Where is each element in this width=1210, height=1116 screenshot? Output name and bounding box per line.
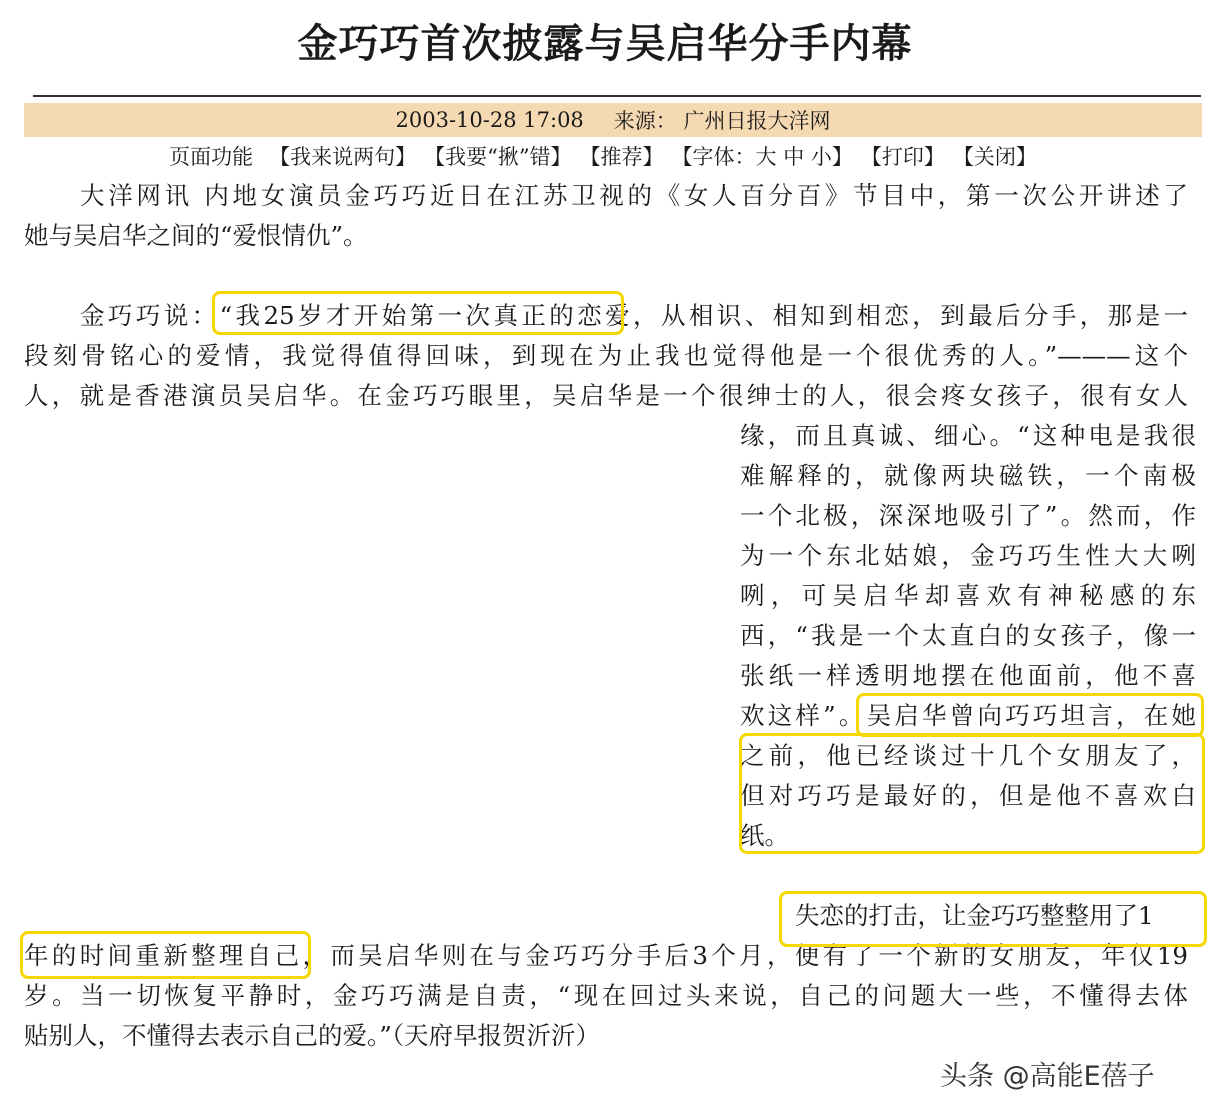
- body-line: 失恋的打击，让金巧巧整整用了1: [795, 901, 1154, 930]
- page-functions-label: 页面功能: [169, 145, 254, 169]
- body-line: 她与吴启华之间的“爱恨情仇”。: [24, 221, 368, 250]
- recommend-link[interactable]: 【推荐】: [579, 145, 664, 169]
- article-title: 金巧巧首次披露与吴启华分手内幕: [297, 20, 913, 67]
- body-line: 贴别人，不懂得去表示自己的爱。”（天府早报贺沂沂）: [24, 1021, 601, 1050]
- body-line: 年的时间重新整理自己，而吴启华则在与金巧巧分手后3个月，便有了一个新的女朋友，年仅19: [24, 941, 1188, 970]
- body-line: 咧，可吴启华却喜欢有神秘感的东: [740, 581, 1196, 610]
- body-line: 纸。: [740, 821, 789, 850]
- article-source: 来源： 广州日报大洋网: [613, 109, 831, 133]
- body-line: 张纸一样透明地摆在他面前，他不喜: [740, 661, 1196, 690]
- article-datetime: 2003-10-28 17:08: [395, 108, 584, 132]
- close-link[interactable]: 【关闭】: [952, 145, 1037, 169]
- body-line: 西，“我是一个太直白的女孩子，像一: [740, 621, 1196, 650]
- body-line: 人，就是香港演员吴启华。在金巧巧眼里，吴启华是一个很绅士的人，很会疼女孩子，很有女人: [24, 381, 1188, 410]
- body-line: 金巧巧说：“我25岁才开始第一次真正的恋爱，从相识、相知到相恋，到最后分手，那是一: [80, 301, 1188, 330]
- body-line: 欢这样”。吴启华曾向巧巧坦言，在她: [740, 701, 1196, 730]
- body-line: 但对巧巧是最好的，但是他不喜欢白: [740, 781, 1196, 810]
- body-line: 之前，他已经谈过十几个女朋友了，: [740, 741, 1196, 770]
- watermark: 头条 @高能E蓓子: [940, 1061, 1155, 1092]
- body-line: 段刻骨铭心的爱情，我觉得值得回味，到现在为止我也觉得他是一个很优秀的人。”———这个: [24, 341, 1188, 370]
- font-size-link[interactable]: 【字体：大 中 小】: [671, 145, 853, 169]
- body-line: 难解释的，就像两块磁铁，一个南极: [740, 461, 1196, 490]
- report-error-link[interactable]: 【我要“揪”错】: [424, 145, 572, 169]
- body-line: 岁。当一切恢复平静时，金巧巧满是自责，“现在回过头来说，自己的问题大一些，不懂得去体: [24, 981, 1188, 1010]
- page-functions-bar: [0, 138, 1210, 174]
- body-line: 为一个东北姑娘，金巧巧生性大大咧: [740, 541, 1196, 570]
- comment-link[interactable]: 【我来说两句】: [269, 145, 417, 169]
- body-line: 一个北极，深深地吸引了”。然而，作: [740, 501, 1196, 530]
- print-link[interactable]: 【打印】: [860, 145, 945, 169]
- body-line: 缘，而且真诚、细心。“这种电是我很: [740, 421, 1196, 450]
- title-divider: [33, 95, 1201, 97]
- body-line: 大洋网讯 内地女演员金巧巧近日在江苏卫视的《女人百分百》节目中，第一次公开讲述了: [80, 181, 1188, 210]
- article-meta-bar: [24, 103, 1202, 137]
